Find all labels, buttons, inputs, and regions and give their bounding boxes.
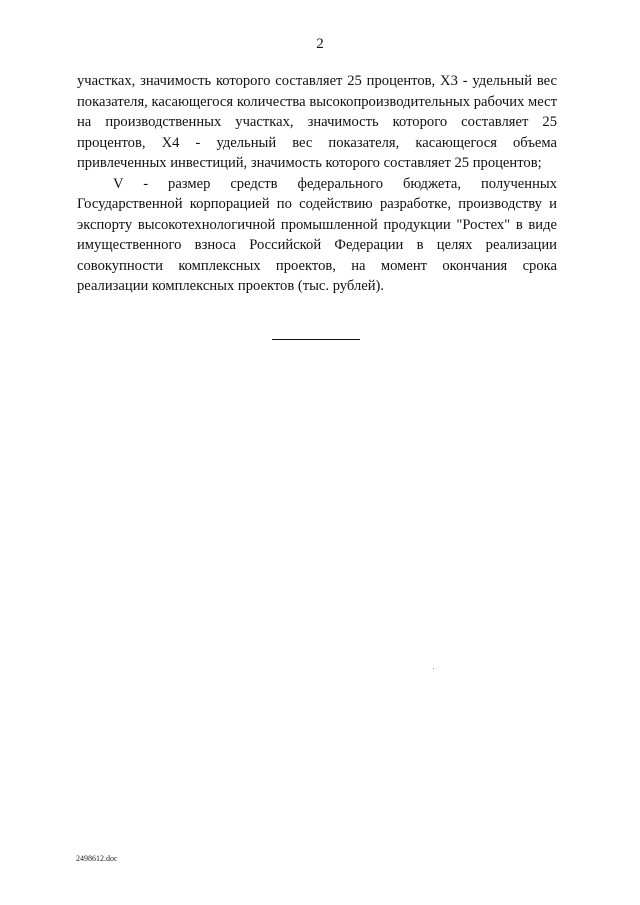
scan-speck [433,668,434,669]
paragraph-continuation: участках, значимость которого составляет 25 процентов, X3 - удельный вес показателя, касающегося количества высокопроизводительных рабочих мест на производственных участках, значимость которого составляет 25 процентов, X4 - удельный вес показателя, касающегося объема привлеченных инвестиций, значимость которого составляет 25 процентов; [77,73,557,171]
end-separator-line [272,339,360,340]
body-text [77,71,557,297]
document-id: 2498612.doc [76,854,118,863]
page-number: 2 [316,36,324,52]
paragraph-v-definition: V - размер средств федерального бюджета, полученных Государственной корпорацией по содействию разработке, производству и экспорту высокотехнологичной промышленной продукции "Ростех" в виде имущественного взноса Российской Федерации в целях реализации совокупности комплексных проектов, на момент окончания срока реализации комплексных проектов (тыс. рублей). [77,175,557,294]
